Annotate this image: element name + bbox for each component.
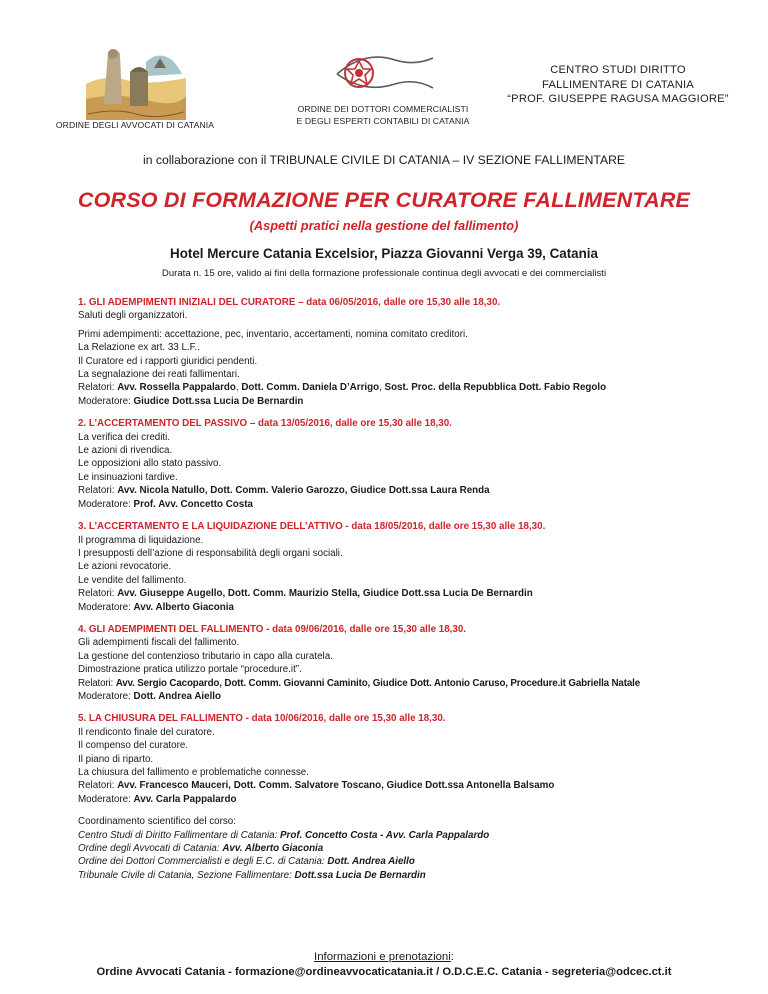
footer bbox=[0, 950, 768, 980]
moderator-name: Avv. Carla Pappalardo bbox=[133, 793, 237, 805]
centro-line-3: “PROF. GIUSEPPE RAGUSA MAGGIORE” bbox=[507, 93, 729, 106]
moderator-name: Prof. Avv. Concetto Costa bbox=[133, 498, 253, 510]
speaker: Dott. Comm. Daniela D’Arrigo bbox=[241, 382, 380, 394]
session-heading: 1. GLI ADEMPIMENTI INIZIALI DEL CURATORE – data 06/05/2016, dalle ore 15,30 alle 18,30. bbox=[78, 297, 501, 308]
session-heading: 5. LA CHIUSURA DEL FALLIMENTO - data 10/06/2016, dalle ore 15,30 alle 18,30. bbox=[78, 713, 446, 725]
session-heading: 2. L’ACCERTAMENTO DEL PASSIVO – data 13/05/2016, dalle ore 15,30 alle 18,30. bbox=[78, 418, 452, 430]
commercialisti-label-line-1: ORDINE DEI DOTTORI COMMERCIALISTI bbox=[297, 104, 469, 114]
topic-line: Primi adempimenti: accettazione, pec, inventario, accertamenti, nomina comitato creditori. bbox=[78, 328, 468, 340]
topic-line: Il rendiconto finale del curatore. bbox=[78, 726, 215, 738]
topic-line: Il Curatore ed i rapporti giuridici pendenti. bbox=[78, 355, 258, 367]
topic-line: Le vendite del fallimento. bbox=[78, 574, 187, 586]
centro-line-2: FALLIMENTARE DI CATANIA bbox=[542, 78, 694, 91]
topic-line: La gestione del contenzioso tributario in capo alla curatela. bbox=[78, 650, 333, 662]
speaker: Avv. Rossella Pappalardo bbox=[117, 382, 236, 394]
course-title: CORSO DI FORMAZIONE PER CURATORE FALLIMENTARE bbox=[77, 188, 691, 212]
duration-note: Durata n. 15 ore, valido ai fini della formazione professionale continua degli avvocati e dei commercialisti bbox=[161, 268, 607, 279]
moderator bbox=[78, 793, 718, 806]
session-intro: Saluti degli organizzatori. bbox=[78, 310, 188, 322]
topic-line: Il programma di liquidazione. bbox=[78, 534, 204, 546]
collaboration-line: in collaborazione con il TRIBUNALE CIVILE DI CATANIA – IV SEZIONE FALLIMENTARE bbox=[142, 153, 626, 167]
topic-line: Le azioni di rivendica. bbox=[78, 445, 173, 457]
speakers: Relatori: Avv. Rossella Pappalardo, Dott. Comm. Daniela D’Arrigo, Sost. Proc. della Repubblica Dott. Fabio Regolo bbox=[78, 382, 607, 394]
topic-line: La Relazione ex art. 33 L.F.. bbox=[78, 342, 200, 354]
session-3 bbox=[78, 520, 718, 614]
scientific-coordination bbox=[78, 815, 718, 882]
topic-line: La chiusura del fallimento e problematiche connesse. bbox=[78, 767, 309, 778]
topic-line: Gli adempimenti fiscali del fallimento. bbox=[78, 637, 240, 649]
info-heading: Informazioni e prenotazioni: bbox=[314, 951, 454, 963]
coordination-row: Ordine degli Avvocati di Catania: Avv. Alberto Giaconia bbox=[78, 843, 324, 855]
speakers-label: Relatori: bbox=[78, 382, 118, 394]
topic-line: Le opposizioni allo stato passivo. bbox=[78, 458, 222, 470]
moderator-name: Dott. Andrea Aiello bbox=[133, 690, 221, 702]
moderator-label: Moderatore: bbox=[78, 690, 134, 702]
program bbox=[78, 296, 718, 882]
moderator bbox=[78, 395, 718, 408]
session-heading: 3. L’ACCERTAMENTO E LA LIQUIDAZIONE DELL’ATTIVO - data 18/05/2016, dalle ore 15,30 alle 18,30. bbox=[78, 521, 546, 533]
session-2 bbox=[78, 417, 718, 511]
topic-line: La segnalazione dei reati fallimentari. bbox=[78, 369, 240, 381]
avvocati-label: ORDINE DEGLI AVVOCATI DI CATANIA bbox=[55, 120, 215, 130]
topic-line: Le azioni revocatorie. bbox=[78, 561, 172, 573]
speaker-list: Avv. Giuseppe Augello, Dott. Comm. Maurizio Stella, Giudice Dott.ssa Lucia De Bernardin bbox=[117, 588, 533, 600]
topic-line: Il compenso del curatore. bbox=[78, 740, 188, 752]
info-link[interactable]: Informazioni e prenotazioni bbox=[314, 951, 451, 963]
speakers bbox=[78, 587, 718, 600]
moderator-name: Giudice Dott.ssa Lucia De Bernardin bbox=[133, 395, 304, 407]
course-subtitle: (Aspetti pratici nella gestione del fallimento) bbox=[249, 218, 519, 233]
moderator-label: Moderatore: bbox=[78, 498, 134, 510]
topic-line: Le insinuazioni tardive. bbox=[78, 471, 178, 483]
coordination-row: Centro Studi di Diritto Fallimentare di Catania: Prof. Concetto Costa - Avv. Carla Pappalardo bbox=[78, 829, 490, 841]
speakers bbox=[78, 779, 718, 792]
speakers bbox=[78, 484, 718, 497]
speaker: Sost. Proc. della Repubblica Dott. Fabio Regolo bbox=[384, 382, 607, 394]
speakers bbox=[78, 677, 718, 690]
commercialisti-logo bbox=[335, 44, 435, 102]
session-1 bbox=[78, 296, 718, 408]
moderator-label: Moderatore: bbox=[78, 793, 134, 805]
speakers-label: Relatori: bbox=[78, 677, 116, 689]
speakers-label: Relatori: bbox=[78, 780, 118, 792]
coordination-row: Ordine dei Dottori Commercialisti e degli E.C. di Catania: Dott. Andrea Aiello bbox=[78, 856, 415, 868]
avvocati-logo bbox=[86, 44, 186, 120]
topic-line: I presupposti dell’azione di responsabilità degli organi sociali. bbox=[78, 547, 343, 559]
session-4 bbox=[78, 623, 718, 703]
moderator-label: Moderatore: bbox=[78, 601, 134, 613]
centro-studi-label bbox=[500, 63, 736, 107]
moderator-label: Moderatore: bbox=[78, 395, 134, 407]
moderator bbox=[78, 498, 718, 511]
speaker-list: Avv. Sergio Cacopardo, Dott. Comm. Giovanni Caminito, Giudice Dott. Antonio Caruso, Procedure.it Gabriella Natale bbox=[115, 677, 641, 689]
speakers-label: Relatori: bbox=[78, 485, 118, 497]
venue: Hotel Mercure Catania Excelsior, Piazza Giovanni Verga 39, Catania bbox=[170, 246, 598, 261]
session-heading: 4. GLI ADEMPIMENTI DEL FALLIMENTO - data 09/06/2016, dalle ore 15,30 alle 18,30. bbox=[78, 623, 467, 635]
session-5 bbox=[78, 712, 718, 806]
topic-line: Dimostrazione pratica utilizzo portale “procedure.it”. bbox=[78, 664, 302, 676]
speaker-list: Avv. Francesco Mauceri, Dott. Comm. Salvatore Toscano, Giudice Dott.ssa Antonella Balsamo bbox=[117, 780, 555, 792]
commercialisti-label-line-2: E DEGLI ESPERTI CONTABILI DI CATANIA bbox=[296, 116, 470, 126]
centro-line-1: CENTRO STUDI DIRITTO bbox=[550, 64, 686, 76]
moderator bbox=[78, 601, 718, 614]
topic-line: Il piano di riparto. bbox=[78, 753, 154, 765]
speakers-label: Relatori: bbox=[78, 588, 118, 600]
moderator bbox=[78, 690, 718, 703]
topic-line: La verifica dei crediti. bbox=[78, 431, 171, 443]
contact-emails[interactable]: Ordine Avvocati Catania - formazione@ordineavvocaticatania.it / O.D.C.E.C. Catania - segreteria@odcec.ct.it bbox=[96, 966, 672, 978]
speaker-list: Avv. Nicola Natullo, Dott. Comm. Valerio Garozzo, Giudice Dott.ssa Laura Renda bbox=[117, 485, 490, 497]
coordination-heading: Coordinamento scientifico del corso: bbox=[78, 816, 236, 828]
coordination-row: Tribunale Civile di Catania, Sezione Fallimentare: Dott.ssa Lucia De Bernardin bbox=[78, 869, 426, 881]
moderator-name: Avv. Alberto Giaconia bbox=[133, 601, 234, 613]
